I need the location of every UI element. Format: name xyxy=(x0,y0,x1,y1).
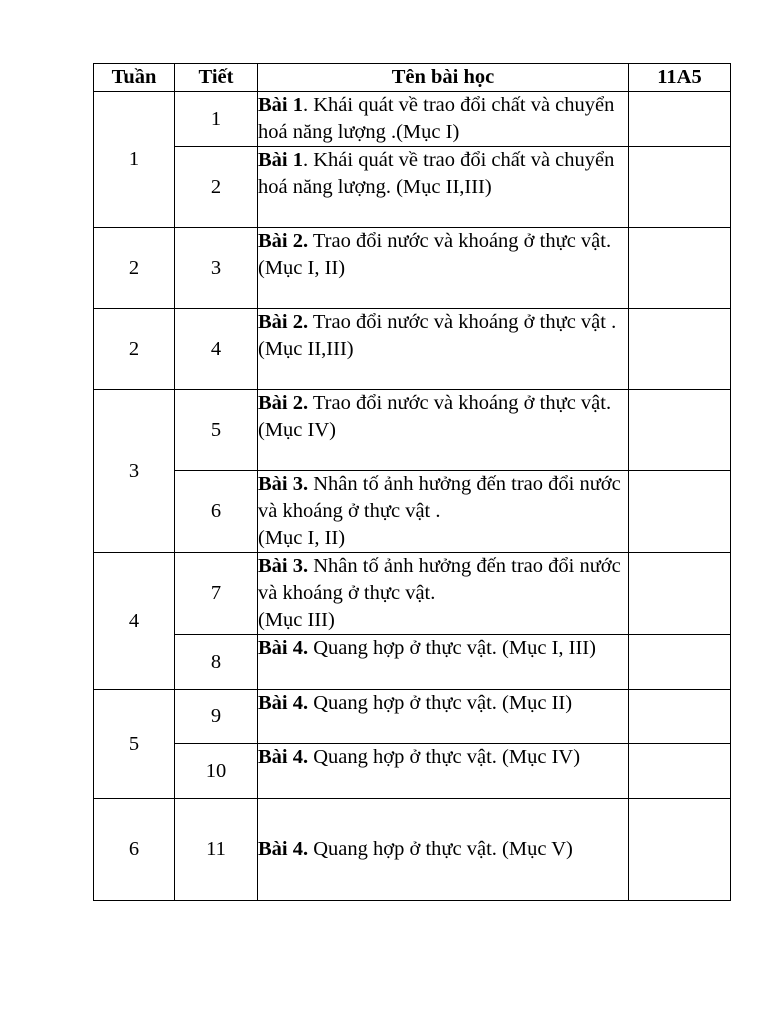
lesson-title: Trao đổi nước và khoáng ở thực vật. xyxy=(308,392,612,414)
table-row xyxy=(94,635,731,690)
lesson-cell xyxy=(258,309,629,390)
period-cell: 4 xyxy=(175,309,258,390)
table-header-row xyxy=(94,64,731,92)
period-cell: 8 xyxy=(175,635,258,690)
lesson-number: Bài 1 xyxy=(258,149,303,171)
lesson-cell xyxy=(258,147,629,228)
lesson-title: . Khái quát về trao đổi chất và chuyển hoá năng lượng .(Mục I) xyxy=(258,94,615,143)
class-cell xyxy=(629,92,731,147)
lesson-title: Quang hợp ở thực vật. (Mục IV) xyxy=(308,746,581,768)
lesson-cell xyxy=(258,390,629,471)
period-cell: 2 xyxy=(175,147,258,228)
lesson-cell xyxy=(258,471,629,553)
week-cell: 3 xyxy=(94,390,175,553)
lesson-title: Trao đổi nước và khoáng ở thực vật . xyxy=(308,311,617,333)
lesson-title: . Khái quát về trao đổi chất và chuyển hoá năng lượng. (Mục II,III) xyxy=(258,149,615,198)
class-cell xyxy=(629,471,731,553)
table-row xyxy=(94,228,731,309)
lesson-number: Bài 2. xyxy=(258,311,309,333)
table-row xyxy=(94,390,731,471)
period-cell: 10 xyxy=(175,744,258,799)
lesson-cell xyxy=(258,92,629,147)
week-cell: 2 xyxy=(94,309,175,390)
header-class: 11A5 xyxy=(629,64,731,92)
period-cell: 3 xyxy=(175,228,258,309)
period-cell: 11 xyxy=(175,799,258,901)
lesson-title: Trao đổi nước và khoáng ở thực vật. xyxy=(308,230,612,252)
lesson-number: Bài 2. xyxy=(258,392,309,414)
lesson-cell xyxy=(258,744,629,799)
lesson-section: (Mục II,III) xyxy=(258,338,354,360)
period-cell: 7 xyxy=(175,553,258,635)
class-cell xyxy=(629,690,731,744)
lesson-cell xyxy=(258,690,629,744)
lesson-section: (Mục I, II) xyxy=(258,527,346,549)
lesson-cell xyxy=(258,553,629,635)
lesson-section: (Mục III) xyxy=(258,609,335,631)
lesson-number: Bài 4. xyxy=(258,838,309,860)
lesson-number: Bài 4. xyxy=(258,746,309,768)
week-cell: 6 xyxy=(94,799,175,901)
period-cell: 6 xyxy=(175,471,258,553)
lesson-title: Quang hợp ở thực vật. (Mục II) xyxy=(308,692,573,714)
lesson-number: Bài 3. xyxy=(258,473,309,495)
class-cell xyxy=(629,744,731,799)
lesson-cell xyxy=(258,228,629,309)
header-ten-bai-hoc: Tên bài học xyxy=(258,64,629,92)
class-cell xyxy=(629,228,731,309)
class-cell xyxy=(629,390,731,471)
header-tuan: Tuần xyxy=(94,64,175,92)
table-row xyxy=(94,471,731,553)
class-cell xyxy=(629,635,731,690)
class-cell xyxy=(629,147,731,228)
period-cell: 1 xyxy=(175,92,258,147)
class-cell xyxy=(629,309,731,390)
class-cell xyxy=(629,553,731,635)
class-cell xyxy=(629,799,731,901)
table-row xyxy=(94,744,731,799)
lesson-number: Bài 4. xyxy=(258,637,309,659)
lesson-section: (Mục I, II) xyxy=(258,257,346,279)
lesson-schedule-table xyxy=(93,63,731,901)
week-cell: 1 xyxy=(94,92,175,228)
table-row xyxy=(94,553,731,635)
week-cell: 4 xyxy=(94,553,175,690)
header-tiet: Tiết xyxy=(175,64,258,92)
lesson-title: Quang hợp ở thực vật. (Mục V) xyxy=(308,838,573,860)
table-row xyxy=(94,690,731,744)
period-cell: 5 xyxy=(175,390,258,471)
lesson-number: Bài 4. xyxy=(258,692,309,714)
lesson-title: Nhân tố ảnh hưởng đến trao đổi nước và khoáng ở thực vật . xyxy=(258,473,621,522)
week-cell: 2 xyxy=(94,228,175,309)
lesson-title: Quang hợp ở thực vật. (Mục I, III) xyxy=(308,637,596,659)
lesson-cell xyxy=(258,635,629,690)
table-row xyxy=(94,799,731,901)
lesson-number: Bài 3. xyxy=(258,555,309,577)
week-cell: 5 xyxy=(94,690,175,799)
table-row xyxy=(94,92,731,147)
lesson-title: Nhân tố ảnh hưởng đến trao đổi nước và khoáng ở thực vật. xyxy=(258,555,621,604)
lesson-number: Bài 1 xyxy=(258,94,303,116)
table-row xyxy=(94,147,731,228)
lesson-number: Bài 2. xyxy=(258,230,309,252)
lesson-cell xyxy=(258,799,629,901)
period-cell: 9 xyxy=(175,690,258,744)
table-row xyxy=(94,309,731,390)
lesson-section: (Mục IV) xyxy=(258,419,336,441)
